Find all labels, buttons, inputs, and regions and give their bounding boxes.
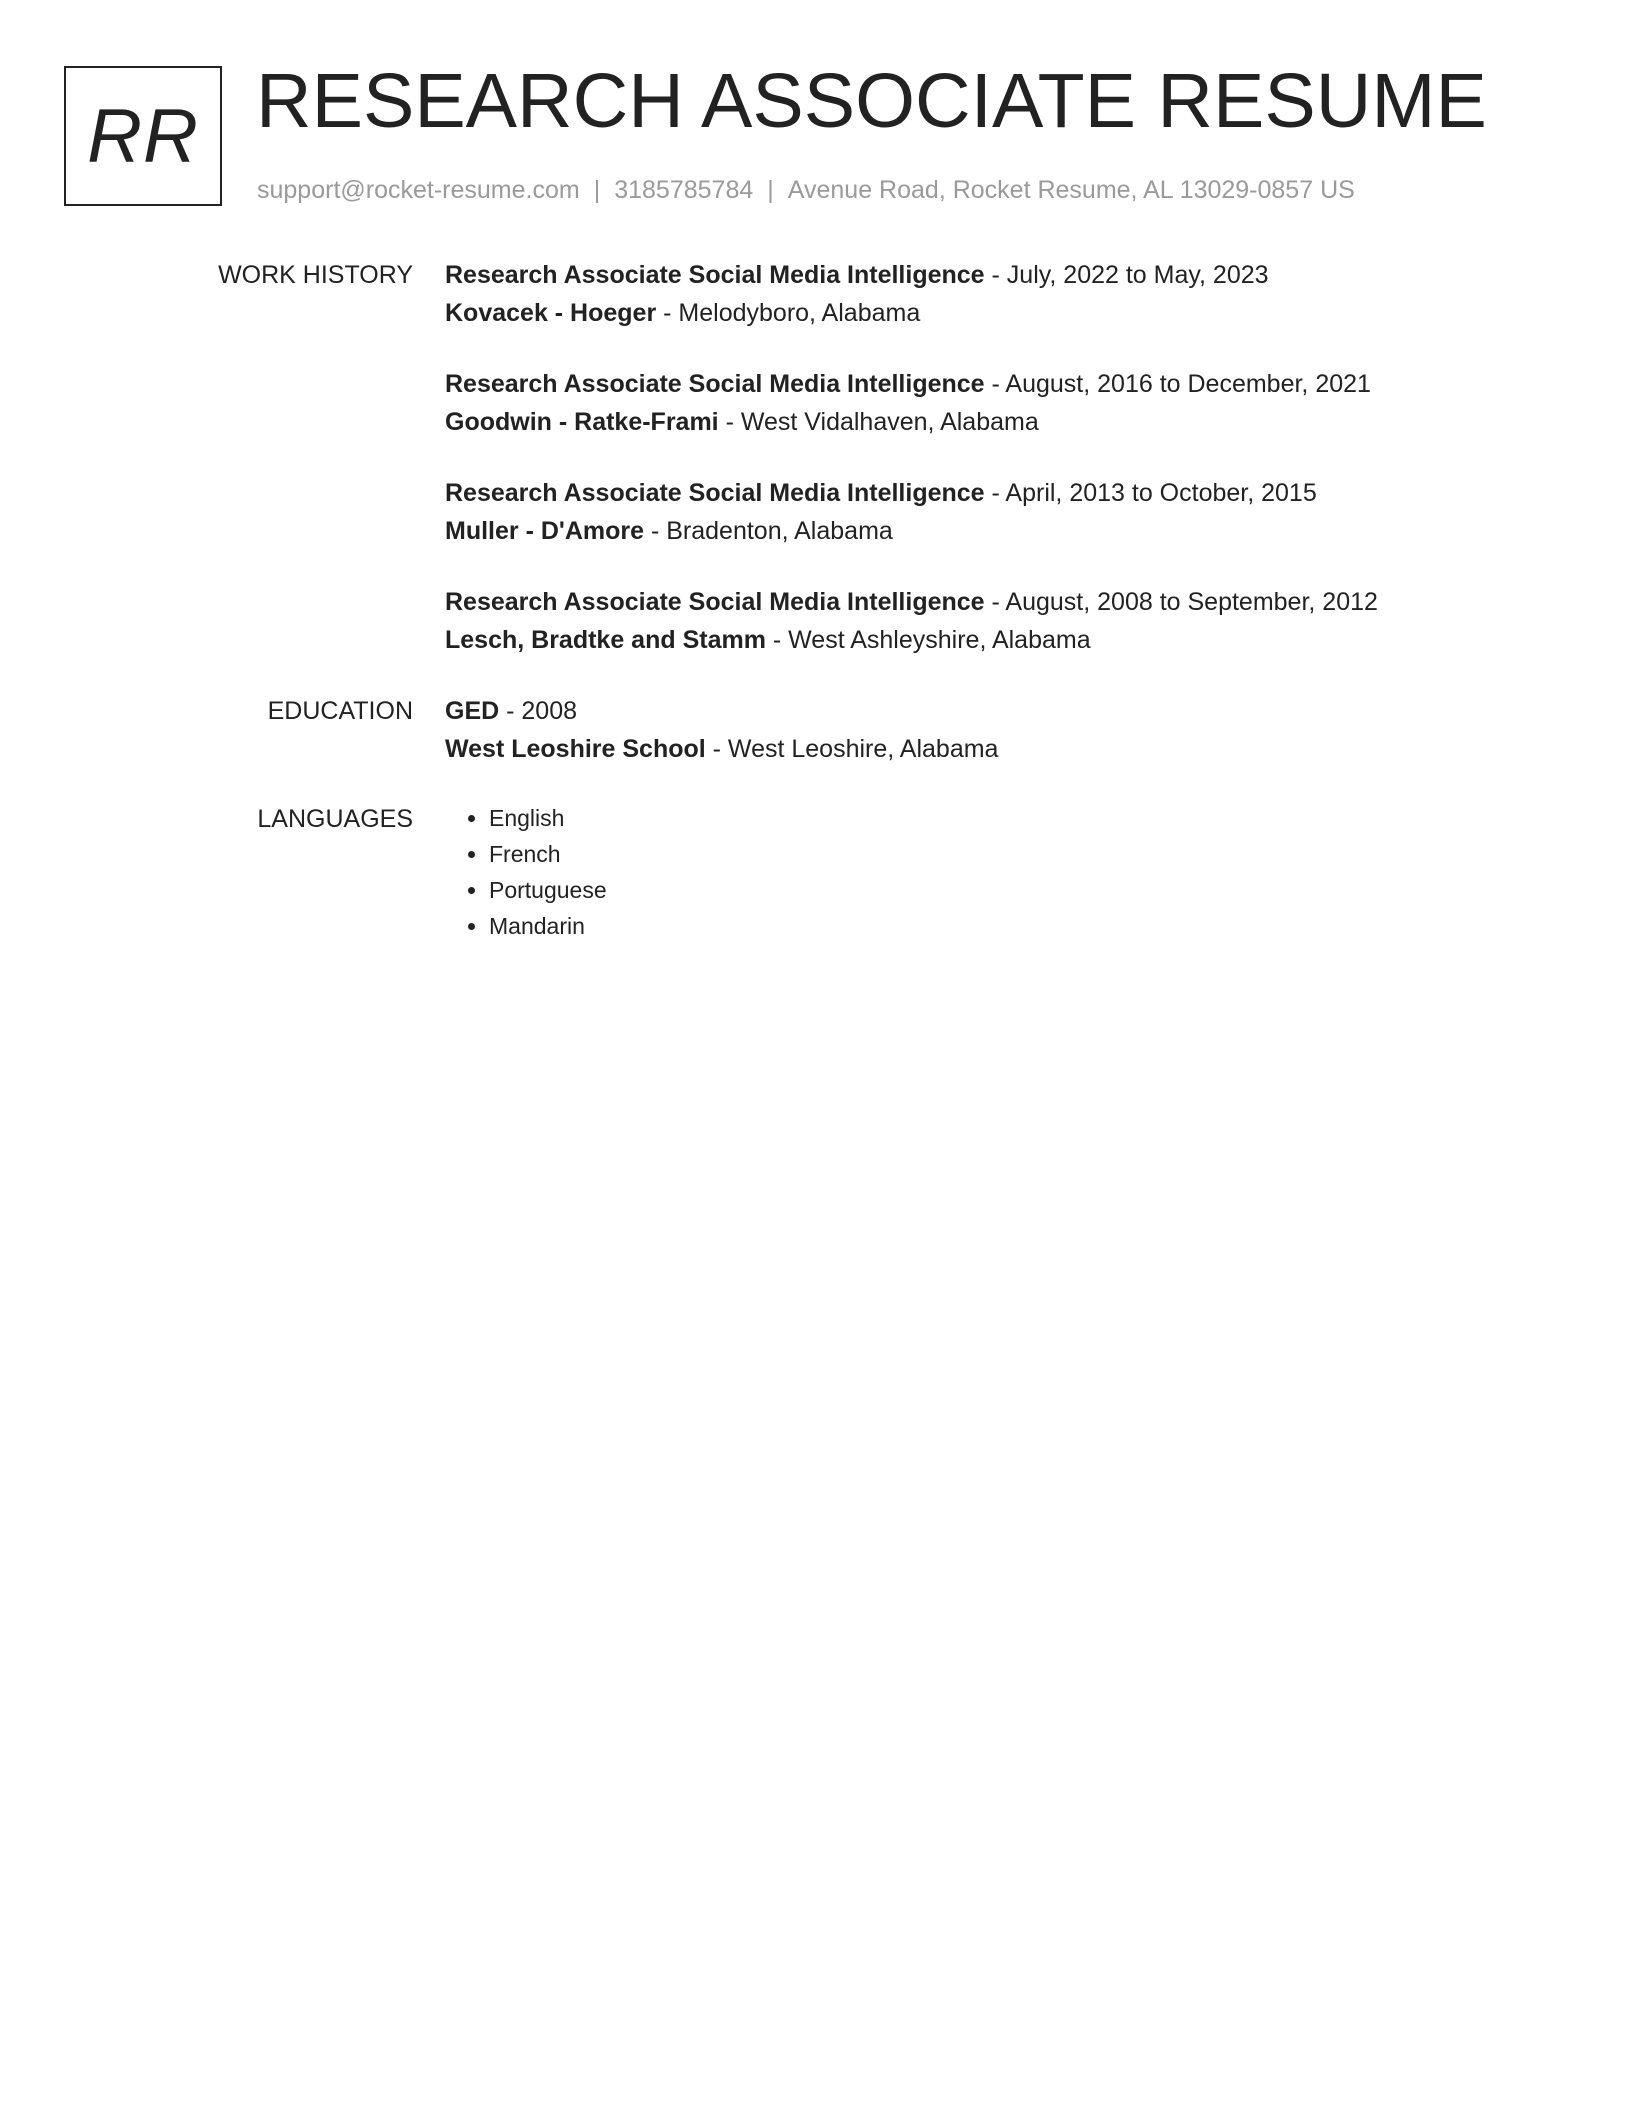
education-list <box>445 692 1545 768</box>
languages-body <box>445 800 1545 944</box>
language-item: • Mandarin <box>489 908 1545 944</box>
job-location: - West Vidalhaven, Alabama <box>718 408 1039 436</box>
education-degree: GED <box>445 697 500 725</box>
job-title: Research Associate Social Media Intelligence <box>445 261 985 289</box>
section-label-education: EDUCATION <box>267 697 413 725</box>
job-title: Research Associate Social Media Intelligence <box>445 370 985 398</box>
education-entry <box>445 692 1545 768</box>
section-label-languages: LANGUAGES <box>257 805 413 833</box>
job-entry <box>445 474 1545 550</box>
job-entry <box>445 583 1545 659</box>
job-location: - West Ashleyshire, Alabama <box>765 626 1091 654</box>
job-company: Muller - D'Amore <box>445 517 645 545</box>
language-item: • French <box>489 836 1545 872</box>
job-title: Research Associate Social Media Intelligence <box>445 588 985 616</box>
job-company: Goodwin - Ratke-Frami <box>445 408 719 436</box>
education-year: - 2008 <box>499 697 578 725</box>
contact-address: Avenue Road, Rocket Resume, AL 13029-0857 US <box>787 176 1355 204</box>
job-company: Lesch, Bradtke and Stamm <box>445 626 766 654</box>
languages-list <box>445 800 1545 944</box>
contact-line <box>257 174 1355 206</box>
monogram-logo: RR <box>64 66 222 206</box>
job-entry <box>445 365 1545 441</box>
job-title: Research Associate Social Media Intelligence <box>445 479 985 507</box>
education-school: West Leoshire School <box>445 735 706 763</box>
contact-separator: | <box>767 176 774 204</box>
contact-phone: 3185785784 <box>614 176 754 204</box>
job-dates: - April, 2013 to October, 2015 <box>984 479 1317 507</box>
job-location: - Bradenton, Alabama <box>644 517 893 545</box>
job-dates: - August, 2016 to December, 2021 <box>984 370 1371 398</box>
education-location: - West Leoshire, Alabama <box>705 735 999 763</box>
work-history-list <box>445 256 1545 659</box>
job-entry <box>445 256 1545 332</box>
job-dates: - August, 2008 to September, 2012 <box>984 588 1378 616</box>
contact-email: support@rocket-resume.com <box>257 176 580 204</box>
job-dates: - July, 2022 to May, 2023 <box>984 261 1269 289</box>
job-company: Kovacek - Hoeger <box>445 299 657 327</box>
language-item: • English <box>489 800 1545 836</box>
language-item: • Portuguese <box>489 872 1545 908</box>
section-label-work-history: WORK HISTORY <box>218 261 413 289</box>
page-title: RESEARCH ASSOCIATE RESUME <box>256 58 1487 144</box>
job-location: - Melodyboro, Alabama <box>656 299 921 327</box>
contact-separator: | <box>593 176 601 204</box>
